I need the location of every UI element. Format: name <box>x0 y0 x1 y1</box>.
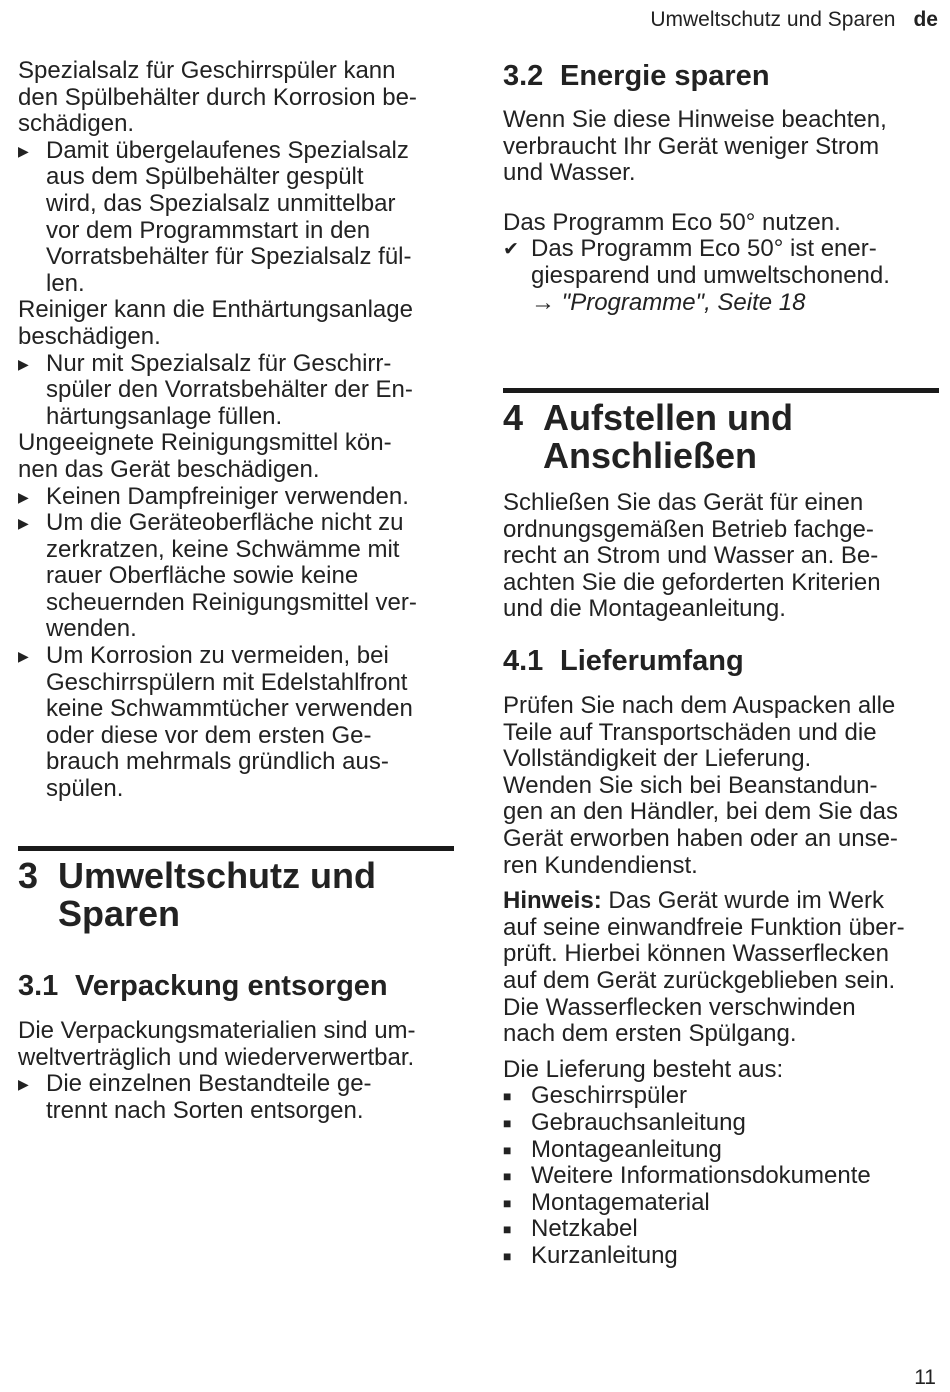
bullet-text: Um Korrosion zu vermeiden, bei Geschirrspülern mit Edelstahlfront keine Schwammtücher verwenden oder diese vor dem ersten Ge- brauch mehrmals gründlich aus- spülen. <box>46 642 413 803</box>
section-number: 4.1 <box>503 645 544 677</box>
paragraph: Ungeeignete Reinigungsmittel kön- nen das Gerät beschädigen. <box>18 429 392 483</box>
chapter-number: 3 <box>18 855 39 896</box>
list-item-text: Montageanleitung <box>531 1135 722 1163</box>
section-heading-4-1 <box>503 645 744 677</box>
list-item-text: Weitere Informationsdokumente <box>531 1162 871 1190</box>
paragraph: Wenn Sie diese Hinweise beachten, verbraucht Ihr Gerät weniger Strom und Wasser. <box>503 106 887 187</box>
paragraph: Die Lieferung besteht aus: <box>503 1055 784 1083</box>
bullet-item <box>18 138 456 298</box>
bullet-item <box>18 1071 456 1124</box>
list-item <box>503 1083 941 1110</box>
bullet-item <box>18 484 456 511</box>
paragraph: Die Verpackungsmaterialien sind um- weltverträglich und wiederverwertbar. <box>18 1017 416 1071</box>
bullet-text: Keinen Dampfreiniger verwenden. <box>46 482 409 510</box>
paragraph: Schließen Sie das Gerät für einen ordnungsgemäßen Betrieb fachge- recht an Strom und Wasser an. Be- achten Sie die geforderten Kriterien und die Montageanleitung. <box>503 489 881 623</box>
chapter-title: Aufstellen und Anschließen <box>543 397 793 476</box>
note-label: Hinweis: <box>503 887 602 915</box>
section-number: 3.1 <box>18 970 59 1002</box>
section-title: Lieferumfang <box>560 645 744 677</box>
paragraph: Spezialsalz für Geschirrspüler kann den Spülbehälter durch Korrosion be- schädigen. <box>18 57 417 138</box>
square-bullet-icon: ■ <box>503 1141 512 1158</box>
triangle-bullet-icon: ▶ <box>18 488 29 505</box>
header-section-title: Umweltschutz und Sparen <box>650 8 896 31</box>
triangle-bullet-icon: ▶ <box>18 142 29 159</box>
bullet-text: Die einzelnen Bestandteile ge- trennt nach Sorten entsorgen. <box>46 1070 372 1124</box>
square-bullet-icon: ■ <box>503 1088 512 1105</box>
cross-reference[interactable] <box>503 290 939 317</box>
triangle-bullet-icon: ▶ <box>18 648 29 665</box>
triangle-bullet-icon: ▶ <box>18 1076 29 1093</box>
chapter-heading-4 <box>503 388 939 475</box>
note-paragraph <box>503 888 941 1048</box>
arrow-right-icon: → <box>531 288 555 316</box>
bullet-text: Nur mit Spezialsalz für Geschirr- spüler den Vorratsbehälter der En- härtungsanlage füllen. <box>46 349 413 430</box>
list-item <box>503 1137 941 1164</box>
list-item-text: Netzkabel <box>531 1215 638 1243</box>
triangle-bullet-icon: ▶ <box>18 355 29 372</box>
section-heading-3-1 <box>18 970 388 1002</box>
list-item-text: Kurzanleitung <box>531 1241 678 1269</box>
paragraph: Das Programm Eco 50° nutzen. <box>503 208 841 236</box>
page-number: 11 <box>914 1366 936 1389</box>
running-header <box>650 8 938 32</box>
bullet-item <box>18 351 456 431</box>
note-text: Das Gerät wurde im Werk auf seine einwandfreie Funktion über- prüft. Hierbei können Wasserflecken auf dem Gerät zurückgeblieben sein. Die Wasserflecken verschwinden nach dem ersten Spülgang. <box>503 887 905 1048</box>
square-bullet-icon: ■ <box>503 1247 512 1264</box>
list-item-text: Montagematerial <box>531 1188 710 1216</box>
delivery-list <box>503 1083 941 1269</box>
header-language: de <box>913 8 938 31</box>
list-item-text: Gebrauchsanleitung <box>531 1108 746 1136</box>
chapter-number: 4 <box>503 397 524 438</box>
square-bullet-icon: ■ <box>503 1221 512 1238</box>
check-item <box>503 236 939 289</box>
section-number: 3.2 <box>503 60 544 92</box>
section-title: Verpackung entsorgen <box>75 970 388 1002</box>
chapter-heading-3 <box>18 846 454 933</box>
reference-link[interactable]: "Programme", Seite 18 <box>561 288 806 316</box>
triangle-bullet-icon: ▶ <box>18 515 29 532</box>
list-item <box>503 1190 941 1217</box>
list-item <box>503 1243 941 1270</box>
square-bullet-icon: ■ <box>503 1168 512 1185</box>
paragraph: Reiniger kann die Enthärtungsanlage beschädigen. <box>18 296 413 350</box>
paragraph: Prüfen Sie nach dem Auspacken alle Teile auf Transportschäden und die Vollständigkeit der Lieferung. Wenden Sie sich bei Beanstandun- gen an den Händler, bei dem Sie das Gerät erworben haben oder an unse- ren Kundendienst. <box>503 692 898 879</box>
bullet-item <box>18 510 456 643</box>
bullet-text: Um die Geräteoberfläche nicht zu zerkratzen, keine Schwämme mit rauer Oberfläche sowie keine scheuernden Reinigungsmittel ver- wenden. <box>46 509 417 643</box>
list-item <box>503 1110 941 1137</box>
chapter-title: Umweltschutz und Sparen <box>58 855 377 934</box>
list-item-text: Geschirrspüler <box>531 1082 688 1110</box>
square-bullet-icon: ■ <box>503 1114 512 1131</box>
bullet-item <box>18 643 456 803</box>
bullet-text: Damit übergelaufenes Spezialsalz aus dem Spülbehälter gespült wird, das Spezialsalz unmittelbar vor dem Programmstart in den Vorratsbehälter für Spezialsalz fül- len. <box>46 136 412 297</box>
list-item <box>503 1216 941 1243</box>
square-bullet-icon: ■ <box>503 1194 512 1211</box>
check-text: Das Programm Eco 50° ist ener- giesparend und umweltschonend. <box>531 235 890 289</box>
list-item <box>503 1163 941 1190</box>
checkmark-icon: ✔ <box>503 239 519 261</box>
section-heading-3-2 <box>503 60 770 92</box>
section-title: Energie sparen <box>560 60 770 92</box>
